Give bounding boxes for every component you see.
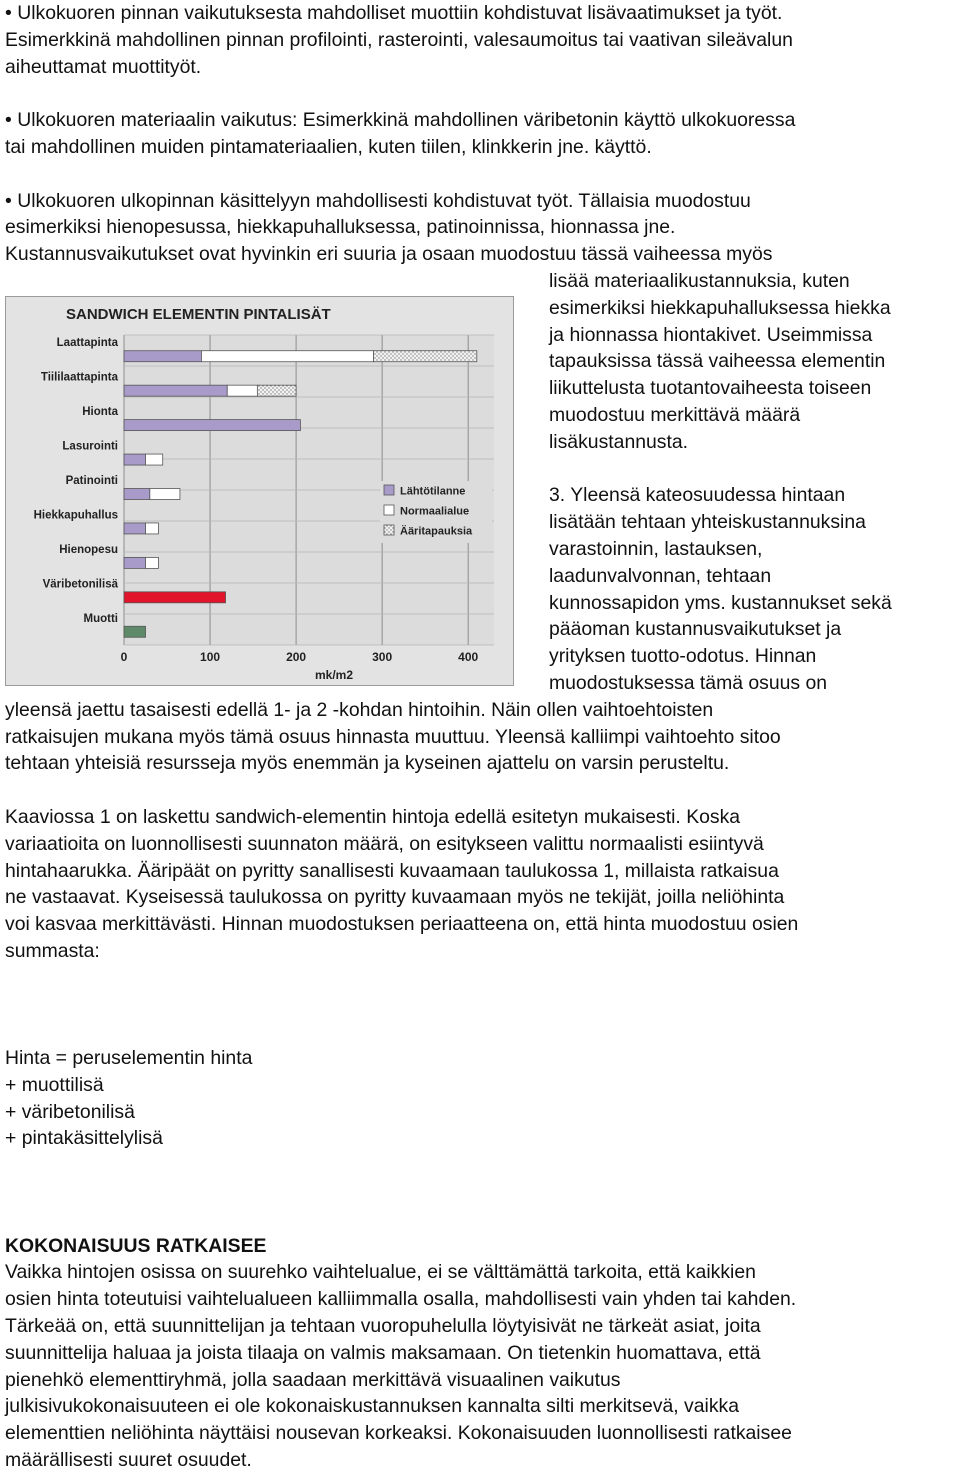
formula-line: + pintakäsittelylisä — [5, 1127, 163, 1150]
text-line: elementtien neliöhinta näyttäisi nousevan korkeaksi. Kokonaisuuden luonnollisesti ratkaisee — [5, 1422, 792, 1445]
paragraph-gap — [5, 1018, 955, 1045]
chart-title: SANDWICH ELEMENTIN PINTALISÄT — [66, 306, 331, 323]
bar-segment — [146, 454, 163, 465]
category-label: Hionta — [82, 406, 118, 419]
text-line: varastoinnin, lastauksen, — [549, 537, 763, 560]
bar-segment — [124, 557, 146, 568]
x-tick-label: 100 — [200, 650, 221, 664]
text-line: ratkaisujen mukana myös tämä osuus hinnasta muuttuu. Yleensä kalliimpi vaihtoehto sitoo — [5, 725, 781, 748]
paragraph-gap — [5, 1206, 955, 1233]
text-line: Tärkeää on, että suunnittelijan ja tehtaan vuoropuhelulla löytyisivät ne tärkeät asiat, joita — [5, 1315, 761, 1338]
text-line — [549, 482, 955, 509]
document-page — [5, 0, 955, 1474]
x-tick-label: 0 — [120, 650, 128, 664]
paragraph-surface-molds — [5, 0, 955, 80]
bar-segment — [374, 351, 477, 362]
bar-segment — [257, 385, 296, 396]
text-line: osien hinta toteutuisi vaihtelualueen kalliimmalla osalla, mahdollisesti vain yhden tai kahden. — [5, 1288, 797, 1311]
category-label: Hienopesu — [59, 543, 118, 556]
paragraph-chart-description — [5, 804, 955, 965]
paragraph-gap — [5, 1179, 955, 1206]
legend-label: Ääritapauksia — [400, 525, 473, 538]
text-line: esimerkiksi hienopesussa, hiekkapuhalluksessa, patinoinnissa, hionnassa jne. — [5, 216, 676, 239]
paragraph-gap — [5, 1152, 955, 1179]
text-line: Kustannusvaikutukset ovat hyvinkin eri suuria ja osaan muodostuu tässä vaiheessa myös — [5, 243, 773, 266]
bar-segment — [201, 351, 373, 362]
formula-line: Hinta = peruselementin hinta — [5, 1047, 253, 1070]
chart-xlabel: mk/m2 — [314, 668, 354, 682]
text-line: pienehkö elementtiryhmä, jolla saadaan merkittävä visuaalinen vaikutus — [5, 1368, 621, 1391]
text-line: tai mahdollinen muiden pintamateriaalien, kuten tiilen, klinkkerin jne. käyttö. — [5, 135, 652, 158]
category-label: Patinointi — [65, 475, 118, 487]
text-line: summasta: — [5, 939, 100, 962]
paragraph-gap — [5, 161, 955, 188]
bar-segment — [124, 385, 227, 396]
surface-surcharge-chart — [5, 296, 514, 686]
bar-segment — [146, 523, 159, 534]
paragraph-summary — [5, 1233, 955, 1474]
text-line: Vaikka hintojen osissa on suurehko vaihtelualue, ei se välttämättä tarkoita, että kaikkien — [5, 1261, 756, 1284]
formula-line: + väribetonilisä — [5, 1100, 135, 1123]
legend-swatch — [384, 525, 394, 535]
text-fragment: Yleensä kateosuudessa hintaan — [570, 484, 846, 507]
text-line: tehtaan yhteisiä resursseja myös enemmän ja kyseinen ajattelu on varsin perusteltu. — [5, 752, 730, 775]
chart-svg — [6, 297, 513, 685]
text-line: määrällisesti suuret osuudet. — [5, 1449, 252, 1472]
bar-segment — [124, 592, 226, 603]
bar-segment — [124, 351, 201, 362]
paragraph-material — [5, 107, 955, 161]
text-line: lisää materiaalikustannuksia, kuten — [549, 269, 850, 292]
list-number: 3. — [549, 484, 566, 507]
legend-label: Normaalialue — [400, 505, 470, 518]
bar-segment — [150, 489, 180, 500]
text-line: liikuttelusta tuotantovaiheesta toiseen — [549, 377, 872, 400]
text-line: pääoman kustannusvaikutukset ja — [549, 618, 842, 641]
x-tick-label: 300 — [372, 650, 393, 664]
category-label: Lasurointi — [62, 440, 118, 453]
bar-segment — [124, 489, 150, 500]
text-line: tapauksissa tässä vaiheessa elementin — [549, 350, 886, 373]
bar-segment — [124, 454, 146, 465]
text-line: yrityksen tuotto-odotus. Hinnan — [549, 645, 817, 668]
text-line: julkisivukokonaisuuteen ei ole kokonaiskustannuksen kannalta silti merkitsevä, vaikka — [5, 1395, 740, 1418]
category-label: Tiililaattapinta — [40, 371, 118, 384]
text-line: • Ulkokuoren ulkopinnan käsittelyyn mahdollisesti kohdistuvat työt. Tällaisia muodostuu — [5, 188, 955, 215]
paragraph-gap — [5, 991, 955, 1018]
legend-swatch — [384, 485, 394, 495]
category-label: Hiekkapuhallus — [33, 509, 118, 522]
text-line: esimerkiksi hiekkapuhalluksessa hiekka — [549, 296, 891, 319]
text-line: Kaaviossa 1 on laskettu sandwich-elementin hintoja edellä esitetyn mukaisesti. Koska — [5, 805, 741, 828]
bar-segment — [124, 420, 300, 431]
category-label: Laattapinta — [56, 337, 118, 350]
x-tick-label: 200 — [286, 650, 307, 664]
text-line: kunnossapidon yms. kustannukset sekä — [549, 591, 892, 614]
category-label: Muotti — [83, 612, 118, 625]
formula-line: + muottilisä — [5, 1073, 104, 1096]
text-line: • Ulkokuoren materiaalin vaikutus: Esimerkkinä mahdollinen väribetonin käyttö ulkokuoressa — [5, 107, 955, 134]
text-line: variaatioita on luonnollisesti suunnaton määrä, on esitykseen valittu normaalisti esiintyvä — [5, 832, 764, 855]
bar-segment — [124, 523, 146, 534]
text-line: lisätään tehtaan yhteiskustannuksina — [549, 511, 866, 534]
text-line: muodostuksessa tämä osuus on — [549, 671, 828, 694]
section-heading: KOKONAISUUS RATKAISEE — [5, 1234, 267, 1257]
bar-segment — [146, 557, 159, 568]
category-label: Väribetonilisä — [42, 578, 118, 591]
text-line: voi kasvaa merkittävästi. Hinnan muodostuksen periaatteena on, että hinta muodostuu osien — [5, 913, 799, 936]
text-line: lisäkustannusta. — [549, 430, 689, 453]
paragraph-gap — [5, 965, 955, 992]
bar-segment — [227, 385, 257, 396]
text-line: hintahaarukka. Ääripäät on pyritty sanallisesti kuvaamaan taulukossa 1, millaista ratkaisua — [5, 859, 779, 882]
legend-label: Lähtötilanne — [400, 485, 466, 498]
x-tick-label: 400 — [458, 650, 479, 664]
text-line: suunnittelija haluaa ja joista tilaaja on valmis maksamaan. On tietenkin huomattava, että — [5, 1341, 761, 1364]
bar-segment — [124, 626, 146, 637]
text-line: ja hionnassa hiontakivet. Useimmissa — [549, 323, 873, 346]
text-line: Esimerkkinä mahdollinen pinnan profilointi, rasterointi, valesaumoitus tai vaativan sileävalun — [5, 28, 793, 51]
paragraph-gap — [5, 777, 955, 804]
text-line: • Ulkokuoren pinnan vaikutuksesta mahdolliset muottiin kohdistuvat lisävaatimukset ja työt. — [5, 0, 955, 27]
paragraph-gap — [5, 80, 955, 107]
price-formula — [5, 1045, 955, 1152]
text-line: ne vastaavat. Kyseisessä taulukossa on pyritty kuvaamaan myös ne tekijät, joilla neliöhinta — [5, 886, 785, 909]
text-line: muodostuu merkittävä määrä — [549, 403, 801, 426]
legend-swatch — [384, 505, 394, 515]
text-line: yleensä jaettu tasaisesti edellä 1- ja 2 -kohdan hintoihin. Näin ollen vaihtoehtoisten — [5, 698, 714, 721]
text-line: aiheuttamat muottityöt. — [5, 55, 202, 78]
text-line: laadunvalvonnan, tehtaan — [549, 564, 772, 587]
